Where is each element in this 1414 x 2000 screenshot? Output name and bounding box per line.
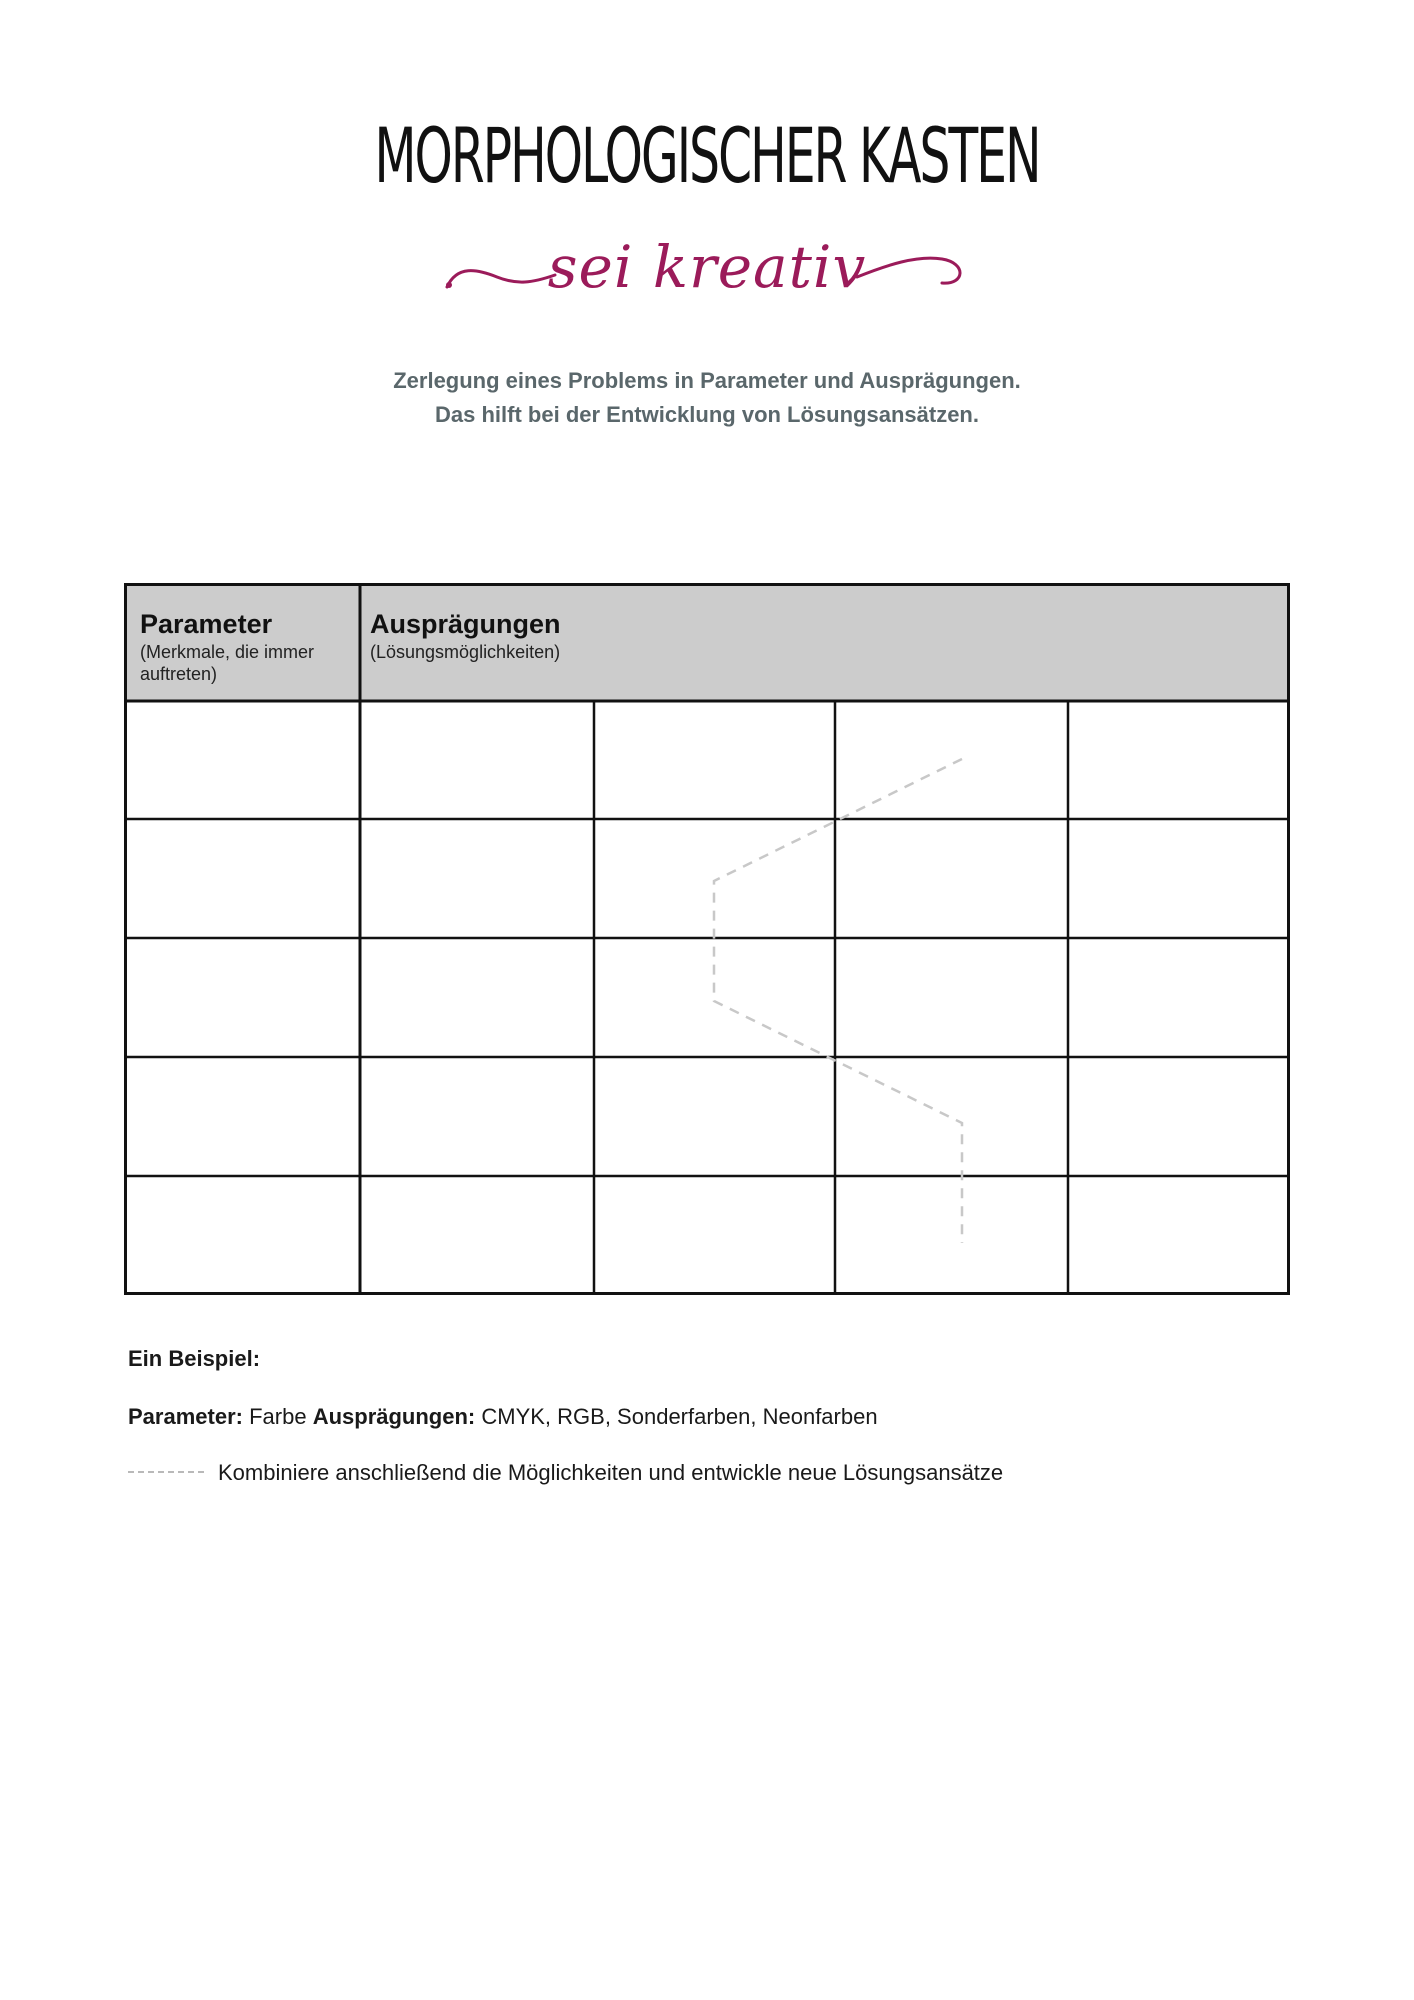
page-title: MORPHOLOGISCHER KASTEN xyxy=(374,111,1040,200)
legend-line xyxy=(128,1460,1003,1486)
example-param-label: Parameter: xyxy=(128,1404,243,1429)
combination-path xyxy=(714,759,962,1243)
parameter-header-title: Parameter xyxy=(140,609,273,639)
values-header xyxy=(370,609,970,663)
values-header-title: Ausprägungen xyxy=(370,609,561,639)
example-param-value: Farbe xyxy=(249,1404,307,1429)
morphological-table xyxy=(124,583,1290,1295)
dashed-line-icon xyxy=(128,1471,204,1473)
example-values-value: CMYK, RGB, Sonderfarben, Neonfarben xyxy=(481,1404,878,1429)
parameter-header-note: (Merkmale, die immer auftreten) xyxy=(140,642,315,684)
example-line xyxy=(128,1404,878,1430)
table-grid xyxy=(124,583,1290,1295)
subtitle-line-1: Zerlegung eines Problems in Parameter und Ausprägungen. xyxy=(393,368,1021,393)
tagline-text: sei kreativ xyxy=(547,233,867,301)
example-heading: Ein Beispiel: xyxy=(128,1346,261,1371)
subtitle-line-2: Das hilft bei der Entwicklung von Lösungsansätzen. xyxy=(435,402,979,427)
parameter-header xyxy=(140,609,350,685)
tagline-flourish-icon xyxy=(437,225,977,315)
example-values-label: Ausprägungen: xyxy=(312,1404,476,1429)
legend-text: Kombiniere anschließend die Möglichkeiten und entwickle neue Lösungsansätze xyxy=(218,1460,1004,1485)
subtitle xyxy=(0,364,1414,432)
values-header-note: (Lösungsmöglichkeiten) xyxy=(370,642,561,662)
tagline-script xyxy=(437,225,977,315)
